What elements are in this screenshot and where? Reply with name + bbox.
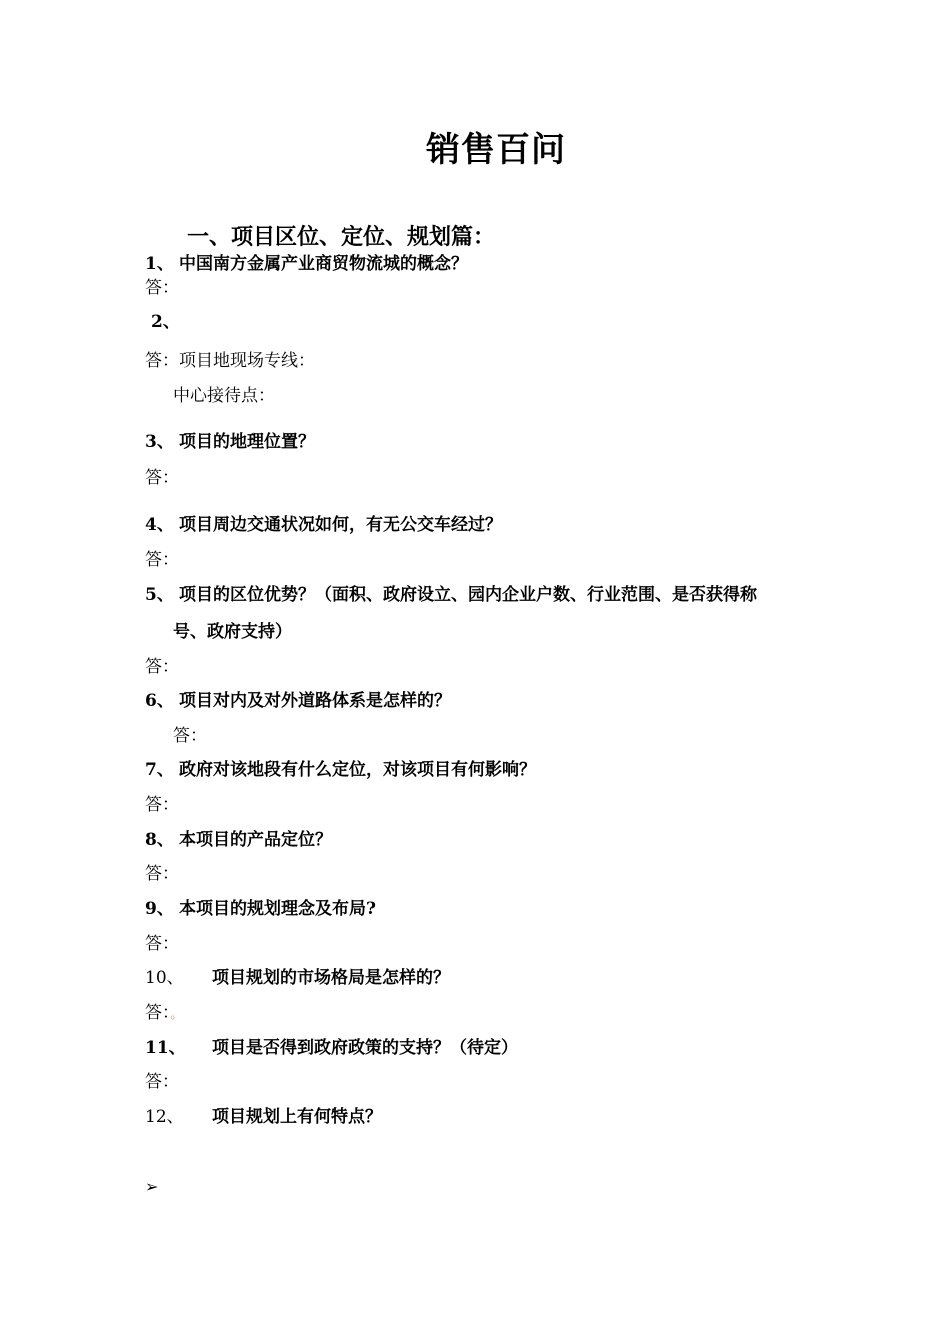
answer-10 [145, 1001, 183, 1026]
answer-11: 答： [145, 1072, 179, 1092]
question-number: 2、 [151, 312, 180, 332]
page-title: 销售百问 [426, 130, 566, 170]
answer-mark: 。 [170, 1007, 183, 1021]
question-6 [145, 689, 451, 713]
question-number: 7、 [145, 760, 174, 780]
answer-8: 答： [145, 864, 179, 884]
question-number: 11、 [145, 1038, 186, 1058]
question-9 [145, 897, 376, 921]
question-11 [145, 1036, 518, 1060]
question-text: 本项目的规划理念及布局? [179, 899, 376, 919]
question-text: 项目的区位优势？（面积、政府设立、园内企业户数、行业范围、是否获得称 [179, 585, 757, 605]
question-text: 项目规划上有何特点？ [212, 1107, 382, 1127]
question-number: 12、 [145, 1107, 184, 1127]
question-text: 本项目的产品定位？ [179, 830, 332, 850]
question-text: 项目规划的市场格局是怎样的？ [212, 968, 450, 988]
answer-3: 答： [145, 468, 179, 488]
answer-6: 答： [173, 726, 207, 746]
answer-9: 答： [145, 934, 179, 954]
answer-1: 答： [145, 278, 179, 298]
question-number: 3、 [145, 432, 174, 452]
question-number: 10、 [145, 968, 184, 988]
question-number: 5、 [145, 585, 174, 605]
question-number: 8、 [145, 830, 174, 850]
question-number: 9、 [145, 899, 174, 919]
question-number: 6、 [145, 691, 174, 711]
question-text: 项目是否得到政府政策的支持？（待定） [212, 1038, 518, 1058]
question-3 [145, 430, 315, 454]
question-1 [145, 252, 468, 276]
question-text: 项目周边交通状况如何，有无公交车经过？ [179, 515, 502, 535]
question-4 [145, 513, 502, 537]
question-5 [145, 583, 757, 607]
arrow-bullet-icon: ➢ [145, 1177, 159, 1196]
question-text: 中国南方金属产业商贸物流城的概念？ [179, 254, 468, 274]
question-text: 政府对该地段有什么定位，对该项目有何影响？ [179, 760, 536, 780]
answer-5: 答： [145, 657, 179, 677]
question-number: 4、 [145, 515, 174, 535]
question-10 [145, 966, 450, 990]
question-number: 1、 [145, 254, 174, 274]
question-5-continued: 号、政府支持） [173, 622, 292, 642]
question-7 [145, 758, 536, 782]
question-2 [151, 310, 180, 334]
answer-4: 答： [145, 550, 179, 570]
section-heading: 一、项目区位、定位、规划篇： [187, 224, 496, 250]
answer-7: 答： [145, 795, 179, 815]
question-text: 项目对内及对外道路体系是怎样的？ [179, 691, 451, 711]
question-12 [145, 1105, 382, 1129]
answer-label: 答： [145, 1003, 171, 1023]
question-8 [145, 828, 332, 852]
question-text: 项目的地理位置？ [179, 432, 315, 452]
answer-2-line-1: 答：项目地现场专线： [145, 351, 315, 371]
answer-2-line-2: 中心接待点： [173, 386, 275, 406]
